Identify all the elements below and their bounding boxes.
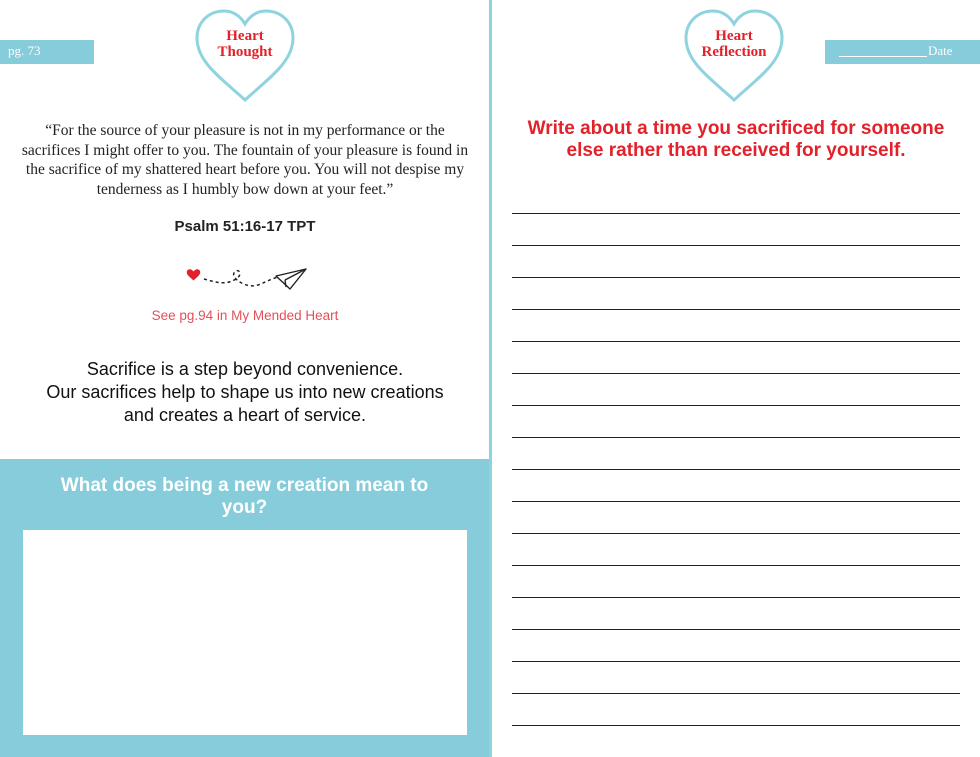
writing-line[interactable] xyxy=(512,341,960,342)
writing-prompt: Write about a time you sacrificed for someone else rather than received for yourself. xyxy=(527,118,945,161)
reflection-question: What does being a new creation mean to you? xyxy=(60,475,429,518)
writing-line[interactable] xyxy=(512,245,960,246)
writing-line[interactable] xyxy=(512,533,960,534)
writing-line[interactable] xyxy=(512,597,960,598)
question-panel xyxy=(0,459,489,757)
statement-line: and creates a heart of service. xyxy=(123,405,367,425)
statement-line: Our sacrifices help to shape us into new creations xyxy=(46,382,444,402)
answer-box[interactable] xyxy=(23,530,467,735)
heart-title-line1: Heart xyxy=(226,28,264,44)
writing-line[interactable] xyxy=(512,629,960,630)
writing-line[interactable] xyxy=(512,469,960,470)
writing-lines xyxy=(512,213,960,757)
writing-line[interactable] xyxy=(512,373,960,374)
statement-line: Sacrifice is a step beyond convenience. xyxy=(86,359,404,379)
heart-thought-badge xyxy=(191,6,299,104)
writing-line[interactable] xyxy=(512,565,960,566)
writing-line[interactable] xyxy=(512,501,960,502)
page-number-tab xyxy=(0,40,94,64)
scripture-quote: “For the source of your pleasure is not in my performance or the sacrifices I might offer to you. The fountain of your pleasure is found in the sacrifice of my shattered heart before you. You will not despise my tenderness as I humbly bow down at your feet.” xyxy=(21,122,469,198)
writing-line[interactable] xyxy=(512,661,960,662)
paper-plane-icon xyxy=(276,269,306,289)
writing-line[interactable] xyxy=(512,309,960,310)
heart-reflection-title xyxy=(680,28,788,60)
writing-line[interactable] xyxy=(512,277,960,278)
heart-icon xyxy=(187,269,201,280)
date-tab xyxy=(825,40,980,64)
heart-title-line2: Reflection xyxy=(701,44,767,60)
heart-reflection-badge xyxy=(680,6,788,104)
writing-line[interactable] xyxy=(512,213,960,214)
writing-line[interactable] xyxy=(512,437,960,438)
writing-line[interactable] xyxy=(512,693,960,694)
scripture-reference: Psalm 51:16-17 TPT xyxy=(174,218,316,235)
date-label: Date xyxy=(928,43,953,58)
heart-title-line1: Heart xyxy=(715,28,753,44)
right-page xyxy=(492,0,980,757)
writing-line[interactable] xyxy=(512,725,960,726)
heart-thought-title xyxy=(191,28,299,60)
cross-reference: See pg.94 in My Mended Heart xyxy=(151,308,339,323)
page-number: pg. 73 xyxy=(8,43,41,58)
writing-line[interactable] xyxy=(512,405,960,406)
sacrifice-statement xyxy=(10,358,480,427)
date-field[interactable] xyxy=(839,56,927,57)
heart-title-line2: Thought xyxy=(217,44,273,60)
heart-paper-plane-graphic xyxy=(186,265,308,293)
